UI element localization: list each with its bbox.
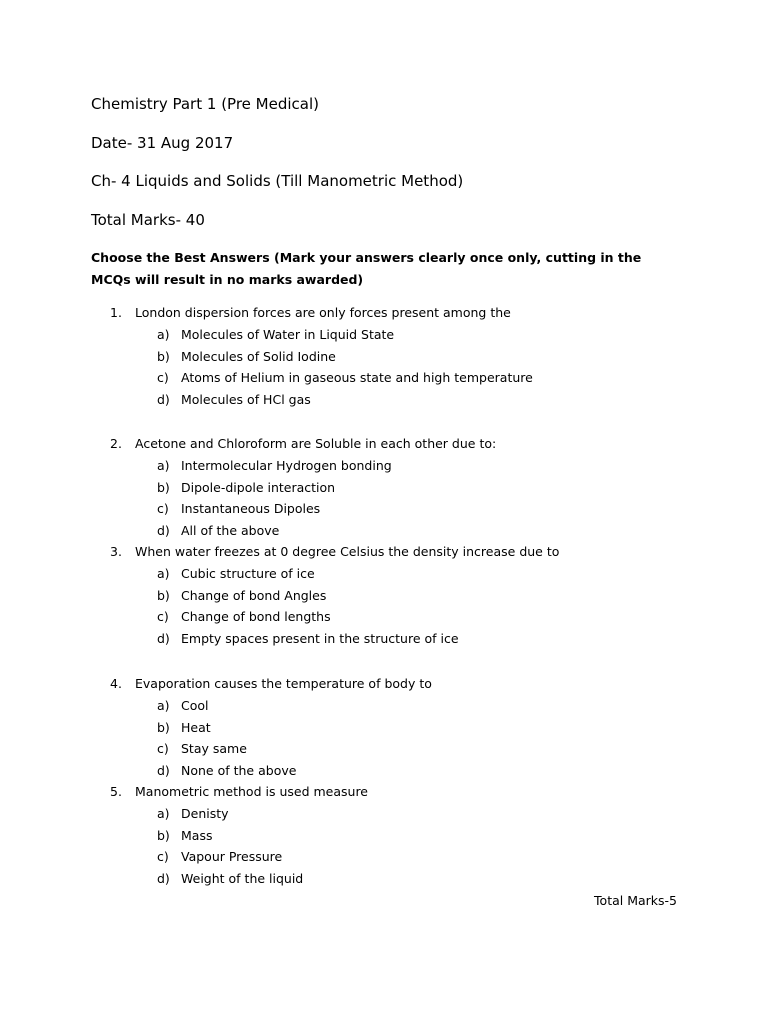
option-item <box>110 367 670 389</box>
document-title: Chemistry Part 1 (Pre Medical) <box>91 95 319 113</box>
option-letter: d) <box>157 523 170 539</box>
option-item <box>110 695 670 717</box>
option-letter: a) <box>157 805 170 821</box>
option-text: Cubic structure of ice <box>181 565 315 581</box>
option-letter: b) <box>157 587 170 603</box>
option-item <box>110 455 670 477</box>
option-letter: b) <box>157 719 170 735</box>
option-item <box>110 868 670 890</box>
option-item <box>110 738 670 760</box>
question-text: Manometric method is used measure <box>135 784 368 799</box>
option-item <box>110 825 670 847</box>
section-total-marks: Total Marks-5 <box>594 893 677 908</box>
option-text: Intermolecular Hydrogen bonding <box>181 457 392 473</box>
option-text: Dipole-dipole interaction <box>181 479 336 495</box>
question-5 <box>110 781 670 890</box>
question-stem <box>110 781 670 803</box>
option-item <box>110 477 670 499</box>
option-letter: a) <box>157 565 170 581</box>
option-text: Cool <box>181 697 209 713</box>
option-text: Weight of the liquid <box>181 871 304 887</box>
option-text: Mass <box>181 827 213 843</box>
option-letter: c) <box>157 849 169 865</box>
option-text: Denisty <box>181 805 229 821</box>
option-item <box>110 498 670 520</box>
question-stem <box>110 673 670 695</box>
question-text: London dispersion forces are only forces present among the <box>135 305 511 320</box>
question-3 <box>110 541 670 650</box>
option-item <box>110 563 670 585</box>
question-stem <box>110 541 670 563</box>
option-text: Molecules of Solid Iodine <box>181 348 336 364</box>
option-letter: d) <box>157 392 170 408</box>
question-number: 4. <box>110 676 122 691</box>
exam-date: Date- 31 Aug 2017 <box>91 134 234 152</box>
option-list <box>110 695 670 782</box>
option-letter: c) <box>157 370 169 386</box>
question-1 <box>110 302 670 411</box>
option-item <box>110 628 670 650</box>
option-item <box>110 760 670 782</box>
option-item <box>110 717 670 739</box>
option-letter: d) <box>157 763 170 779</box>
question-number: 3. <box>110 544 122 559</box>
question-stem <box>110 302 670 324</box>
chapter-heading: Ch- 4 Liquids and Solids (Till Manometric Method) <box>91 172 464 190</box>
option-letter: c) <box>157 609 169 625</box>
option-list <box>110 455 670 542</box>
option-letter: d) <box>157 631 170 647</box>
option-letter: b) <box>157 479 170 495</box>
question-number: 5. <box>110 784 122 799</box>
option-text: Empty spaces present in the structure of ice <box>181 631 459 647</box>
question-4 <box>110 673 670 782</box>
option-text: Stay same <box>181 741 247 757</box>
option-list <box>110 324 670 411</box>
question-text: Evaporation causes the temperature of body to <box>135 676 432 691</box>
total-marks-heading: Total Marks- 40 <box>91 211 205 229</box>
option-letter: a) <box>157 457 170 473</box>
option-item <box>110 846 670 868</box>
question-text: When water freezes at 0 degree Celsius the density increase due to <box>135 544 560 559</box>
option-text: None of the above <box>181 763 297 779</box>
option-text: Heat <box>181 719 211 735</box>
option-item <box>110 585 670 607</box>
option-item <box>110 520 670 542</box>
option-letter: b) <box>157 827 170 843</box>
option-text: Atoms of Helium in gaseous state and high temperature <box>181 370 533 386</box>
option-item <box>110 324 670 346</box>
option-item <box>110 803 670 825</box>
option-list <box>110 803 670 890</box>
question-number: 2. <box>110 436 122 451</box>
option-item <box>110 606 670 628</box>
option-letter: a) <box>157 697 170 713</box>
question-number: 1. <box>110 305 122 320</box>
option-letter: a) <box>157 326 170 342</box>
question-text: Acetone and Chloroform are Soluble in each other due to: <box>135 436 497 451</box>
option-letter: c) <box>157 501 169 517</box>
option-text: Molecules of HCl gas <box>181 392 311 408</box>
option-letter: d) <box>157 871 170 887</box>
option-text: Instantaneous Dipoles <box>181 501 321 517</box>
option-text: Vapour Pressure <box>181 849 283 865</box>
option-item <box>110 346 670 368</box>
option-text: Change of bond Angles <box>181 587 327 603</box>
question-stem <box>110 433 670 455</box>
question-2 <box>110 433 670 542</box>
option-item <box>110 389 670 411</box>
option-text: All of the above <box>181 523 280 539</box>
option-text: Change of bond lengths <box>181 609 331 625</box>
option-letter: c) <box>157 741 169 757</box>
option-letter: b) <box>157 348 170 364</box>
instructions-text: Choose the Best Answers (Mark your answers clearly once only, cutting in the MCQs will result in no marks awarded) <box>91 250 642 287</box>
option-list <box>110 563 670 650</box>
option-text: Molecules of Water in Liquid State <box>181 326 395 342</box>
